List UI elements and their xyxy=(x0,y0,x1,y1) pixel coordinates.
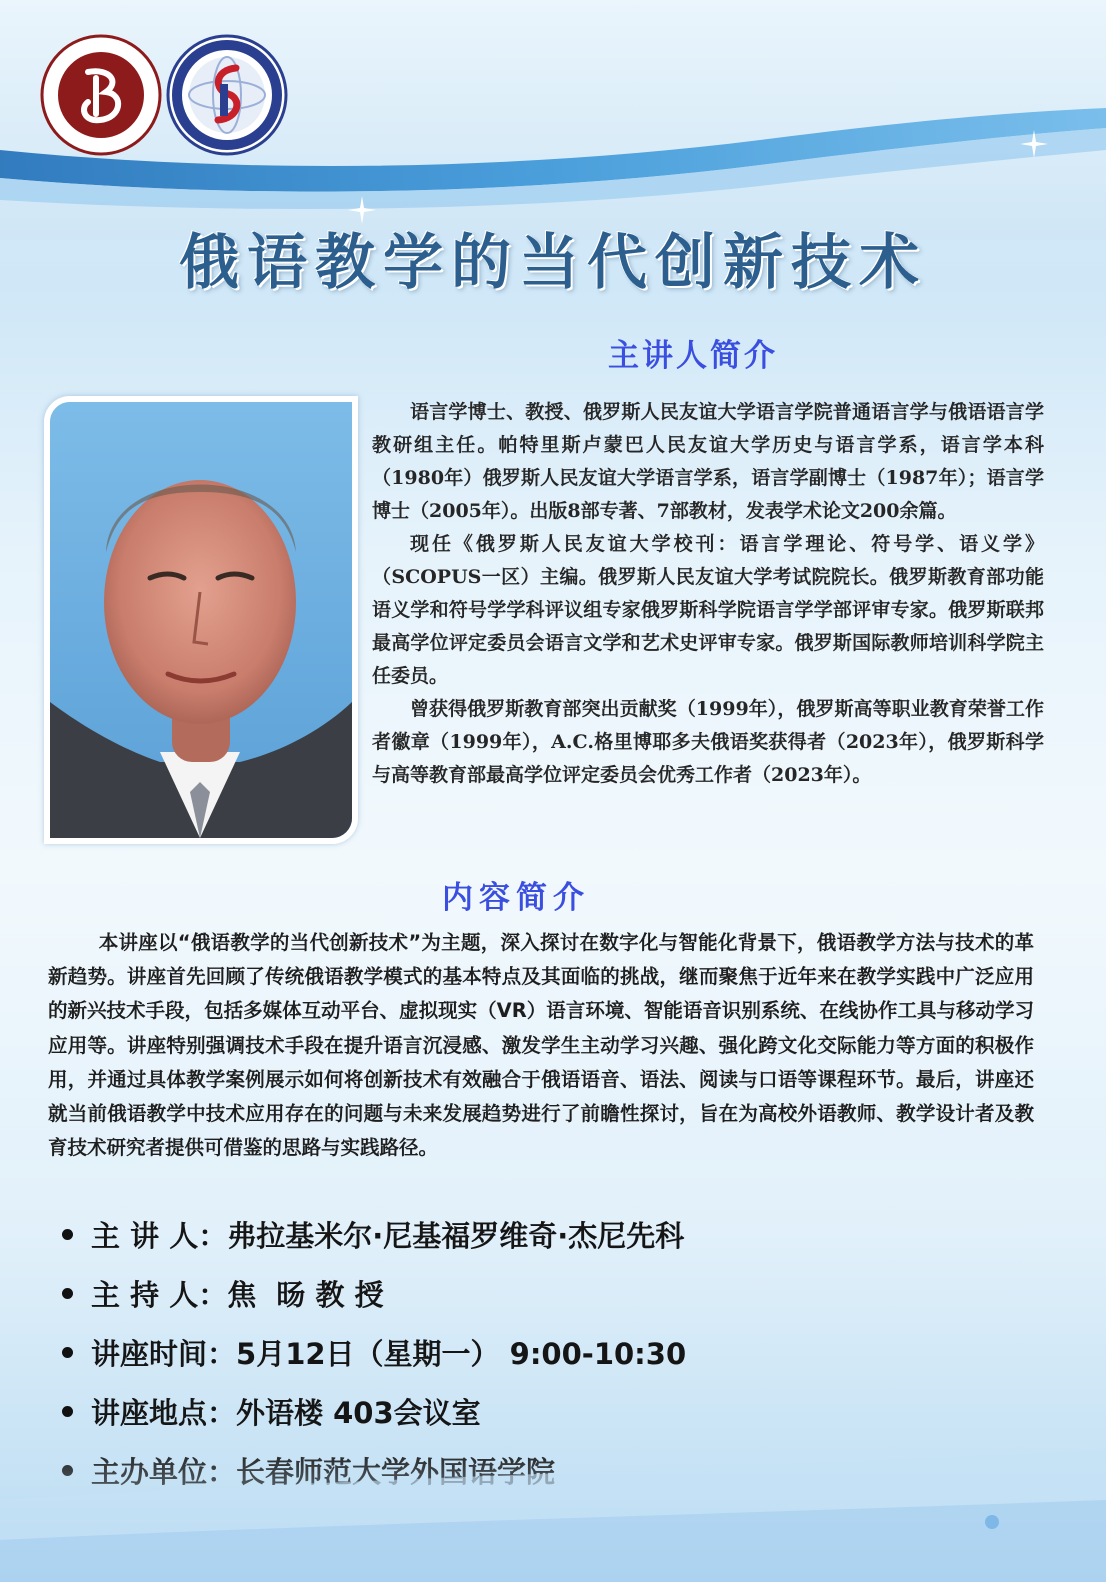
info-item-location xyxy=(62,1382,1042,1441)
sparkle-icon xyxy=(1020,130,1048,158)
speaker-intro-heading: 主讲人简介 xyxy=(608,338,778,374)
info-label: 讲座时间： xyxy=(91,1337,237,1371)
speaker-portrait xyxy=(44,396,358,844)
changchun-normal-university-seal-icon xyxy=(40,34,162,156)
info-item-time xyxy=(62,1323,1042,1382)
info-item-speaker xyxy=(62,1205,1042,1264)
info-value: 焦 旸 教 授 xyxy=(227,1278,384,1312)
bullet-icon xyxy=(62,1288,73,1299)
content-intro-heading: 内容简介 xyxy=(442,880,590,916)
bottom-wave-band xyxy=(0,1440,1106,1582)
bullet-icon xyxy=(62,1229,73,1240)
school-of-foreign-languages-logo xyxy=(166,34,288,156)
info-label: 主 讲 人： xyxy=(91,1219,228,1253)
info-value: 弗拉基米尔·尼基福罗维奇·杰尼先科 xyxy=(227,1219,685,1253)
bullet-icon xyxy=(62,1347,73,1358)
content-intro-text: 本讲座以“俄语教学的当代创新技术”为主题，深入探讨在数字化与智能化背景下，俄语教学方法与技术的革新趋势。讲座首先回顾了传统俄语教学模式的基本特点及其面临的挑战，继而聚焦于近年来在教学实践中广泛应用的新兴技术手段，包括多媒体互动平台、虚拟现实（VR）语言环境、智能语音识别系统、在线协作工具与移动学习应用等。讲座特别强调技术手段在提升语言沉浸感、激发学生主动学习兴趣、强化跨文化交际能力等方面的积极作用，并通过具体教学案例展示如何将创新技术有效融合于俄语语音、语法、阅读与口语等课程环节。最后，讲座还就当前俄语教学中技术应用存在的问题与未来发展趋势进行了前瞻性探讨，旨在为高校外语教师、教学设计者及教育技术研究者提供可借鉴的思路与实践路径。 xyxy=(48,931,1034,1160)
university-logo xyxy=(40,34,162,156)
speaker-bio xyxy=(372,396,1044,792)
info-label: 讲座地点： xyxy=(91,1396,237,1430)
bullet-icon xyxy=(62,1406,73,1417)
info-value: 外语楼 403会议室 xyxy=(236,1396,481,1430)
bio-paragraph: 曾获得俄罗斯教育部突出贡献奖（1999年），俄罗斯高等职业教育荣誉工作者徽章（1999年），A.C.格里博耶多夫俄语奖获得者（2023年），俄罗斯科学与高等教育部最高学位评定委员会优秀工作者（2023年）。 xyxy=(372,698,1044,786)
info-value: 5月12日（星期一） 9:00-10:30 xyxy=(236,1337,687,1371)
info-label: 主 持 人： xyxy=(91,1278,228,1312)
info-item-host xyxy=(62,1264,1042,1323)
speaker-photo-icon xyxy=(50,402,352,838)
school-of-foreign-languages-seal-icon xyxy=(166,34,288,156)
bio-paragraph: 现任《俄罗斯人民友谊大学校刊：语言学理论、符号学、语义学》（SCOPUS一区）主编。俄罗斯人民友谊大学考试院院长。俄罗斯教育部功能语义学和符号学学科评议组专家俄罗斯科学院语言学学部评审专家。俄罗斯联邦最高学位评定委员会语言文学和艺术史评审专家。俄罗斯国际教师培训科学院主任委员。 xyxy=(372,533,1044,687)
page-title: 俄语教学的当代创新技术 xyxy=(179,228,927,298)
bio-paragraph: 语言学博士、教授、俄罗斯人民友谊大学语言学院普通语言学与俄语语言学教研组主任。帕特里斯卢蒙巴人民友谊大学历史与语言学系，语言学本科（1980年）俄罗斯人民友谊大学语言学系，语言学副博士（1987年）；语言学博士（2005年）。出版8部专著、7部教材，发表学术论文200余篇。 xyxy=(372,401,1044,522)
